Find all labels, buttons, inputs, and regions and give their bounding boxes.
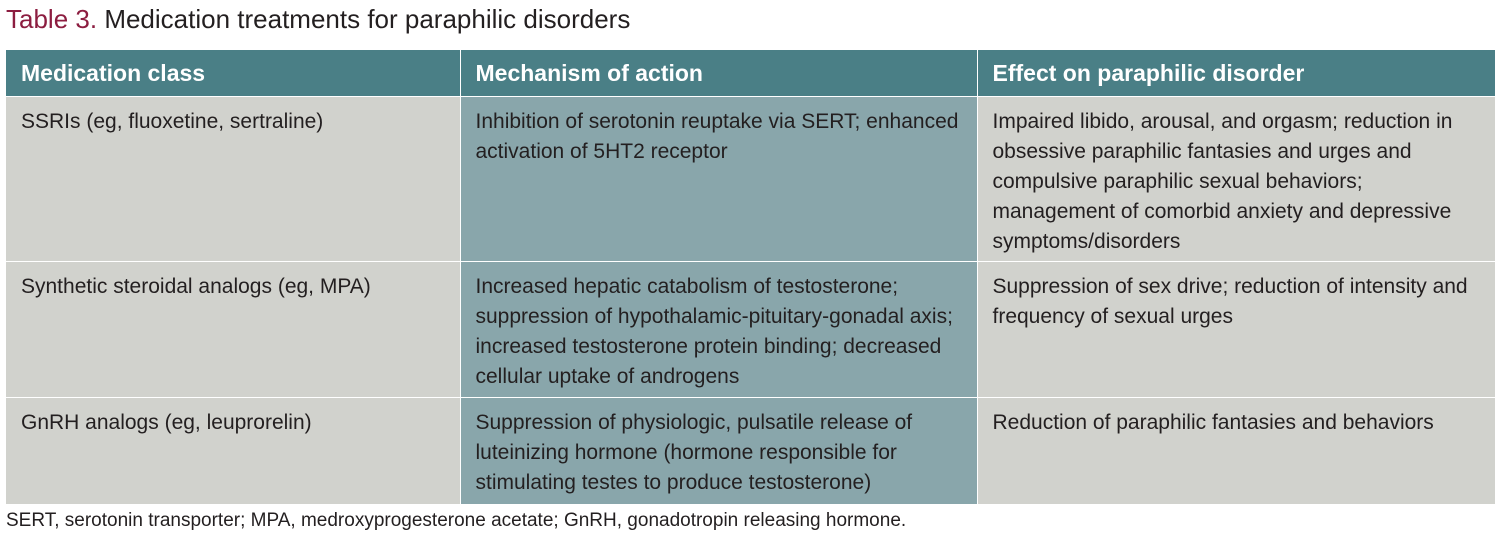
header-row: [6, 50, 1495, 97]
cell-medication-class: SSRIs (eg, fluoxetine, sertraline): [6, 97, 460, 262]
table-title: [6, 3, 630, 35]
cell-effect: Suppression of sex drive; reduction of intensity and frequency of sexual urges: [977, 262, 1495, 398]
cell-effect: Reduction of paraphilic fantasies and behaviors: [977, 398, 1495, 504]
cell-medication-class: Synthetic steroidal analogs (eg, MPA): [6, 262, 460, 398]
cell-mechanism: Suppression of physiologic, pulsatile release of luteinizing hormone (hormone responsible for stimulating testes to produce testosterone): [460, 398, 977, 504]
table-row: [6, 262, 1495, 398]
header-medication-class: Medication class: [6, 50, 460, 97]
table-number: Table 3.: [6, 4, 98, 34]
header-mechanism: Mechanism of action: [460, 50, 977, 97]
header-effect: Effect on paraphilic disorder: [977, 50, 1495, 97]
table-row: [6, 398, 1495, 504]
cell-mechanism: Increased hepatic catabolism of testosterone; suppression of hypothalamic-pituitary-gonadal axis; increased testosterone protein binding; decreased cellular uptake of androgens: [460, 262, 977, 398]
cell-medication-class: GnRH analogs (eg, leuprorelin): [6, 398, 460, 504]
table-footnote: SERT, serotonin transporter; MPA, medroxyprogesterone acetate; GnRH, gonadotropin releasing hormone.: [6, 510, 907, 531]
table-caption: Medication treatments for paraphilic disorders: [104, 4, 631, 34]
cell-mechanism: Inhibition of serotonin reuptake via SERT; enhanced activation of 5HT2 receptor: [460, 97, 977, 262]
table-row: [6, 97, 1495, 262]
medication-table: [6, 50, 1495, 504]
cell-effect: Impaired libido, arousal, and orgasm; reduction in obsessive paraphilic fantasies and urges and compulsive paraphilic sexual behaviors; management of comorbid anxiety and depressive symptoms/disorders: [977, 97, 1495, 262]
